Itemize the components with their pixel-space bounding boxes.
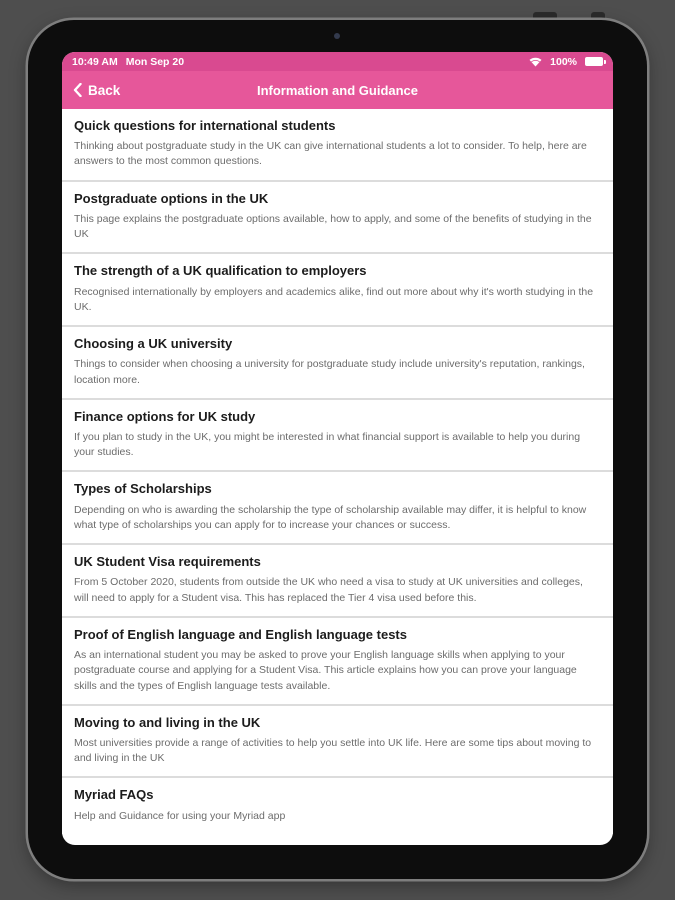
item-title: Quick questions for international students [74,118,336,133]
list-item-moving-living-uk[interactable] [62,706,613,779]
item-title: Postgraduate options in the UK [74,190,269,206]
item-title: Types of Scholarships [74,481,212,497]
list-item-postgraduate-options[interactable] [62,182,613,255]
list-item-myriad-faqs[interactable] [62,778,613,833]
back-button[interactable] [73,71,120,109]
item-description: If you plan to study in the UK, you might be interested in what financial support is available to help you during your studies. [74,431,581,459]
app-screen [62,52,613,845]
item-description: Most universities provide a range of activities to help you settle into UK life. Here are some tips about moving to and living in the UK [74,736,592,765]
navigation-bar [62,71,613,109]
battery-percent: 100% [550,55,577,68]
item-description: Thinking about postgraduate study in the UK can give international students a lot to consider. To help, here are answers to the most common questions. [74,140,587,168]
wifi-icon [529,57,542,67]
guidance-topic-list [62,109,613,834]
front-camera-icon [334,33,340,39]
item-title: UK Student Visa requirements [74,554,261,570]
page-title: Information and Guidance [256,82,419,98]
item-description: Help and Guidance for using your Myriad app [74,809,286,822]
item-description: Things to consider when choosing a university for postgraduate study include university's reputation, rankings, location more. [74,358,585,386]
item-title: Finance options for UK study [74,408,256,424]
battery-icon [585,57,603,66]
status-date: Mon Sep 20 [125,55,185,68]
item-description: Recognised internationally by employers and academics alike, find out more about why it's worth studying in the UK. [74,285,594,313]
status-bar [62,52,613,71]
item-description: This page explains the postgraduate options available, how to apply, and some of the benefits of studying in the UK [74,212,592,241]
back-button-label: Back [88,82,121,98]
item-title: Myriad FAQs [74,787,154,803]
list-item-choosing-university[interactable] [62,327,613,400]
status-time: 10:49 AM [72,55,118,68]
list-item-student-visa[interactable] [62,545,613,618]
item-title: Proof of English language and English language tests [74,626,407,642]
chevron-left-icon [73,83,82,97]
list-item-english-language-tests[interactable] [62,618,613,706]
item-title: Moving to and living in the UK [74,714,261,730]
list-item-finance-options[interactable] [62,400,613,473]
list-item-quick-questions[interactable] [62,109,613,182]
item-description: From 5 October 2020, students from outside the UK who need a visa to study at UK universities and colleges, will need to apply for a Student visa. This has replaced the Tier 4 visa used before this. [74,576,583,604]
item-description: As an international student you may be asked to prove your English language skills when applying to your postgraduate course and applying for a Student Visa. This article explains how you can prove your language skills and the types of English language tests available. [74,649,577,692]
list-item-scholarship-types[interactable] [62,472,613,545]
item-title: Choosing a UK university [74,336,233,352]
list-item-uk-qualification-strength[interactable] [62,254,613,327]
item-title: The strength of a UK qualification to employers [74,263,367,279]
item-description: Depending on who is awarding the scholarship the type of scholarship available may differ, it is helpful to know what type of scholarships you can apply for to increase your chances or success. [74,503,587,531]
tablet-device-frame [28,20,647,879]
